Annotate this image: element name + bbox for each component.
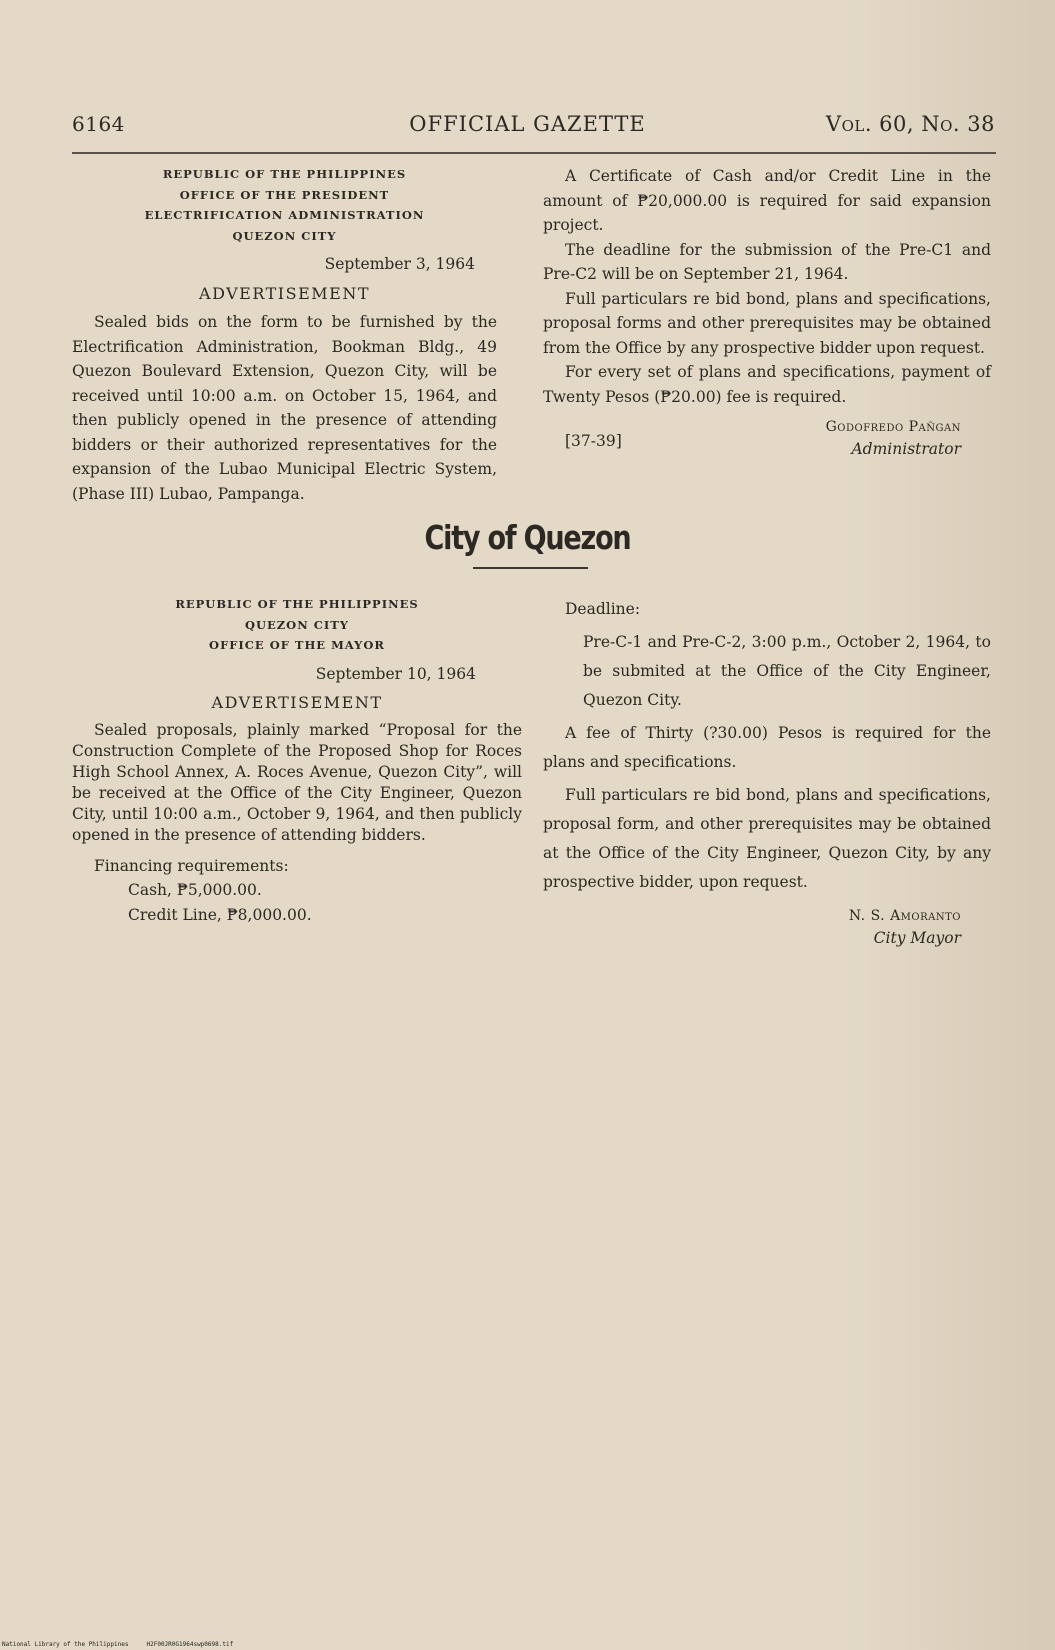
notice1-signatory-name: Godofredo Pañgan [825, 419, 961, 435]
notice1-paragraph: The deadline for the submission of the Pre-C1 and Pre-C2 will be on September 21, 1964. [543, 240, 991, 283]
deadline-text: Pre-C-1 and Pre-C-2, 3:00 p.m., October 2, 1964, to be submited at the Office of the City Engineer, Quezon City. [583, 633, 991, 709]
fee-text: A fee of Thirty (?30.00) Pesos is required for the plans and specifications. [543, 724, 991, 771]
notice2-paragraph: Sealed proposals, plainly marked “Proposal for the Construction Complete of the Proposed Shop for Roces High School Annex, A. Roces Avenue, Quezon City”, will be received at the Office of the City Engineer, Quezon City, until 10:00 a.m., October 9, 1964, and then publicly opened in the presence of attending bidders. [72, 720, 522, 844]
notice2-right-column [543, 595, 991, 949]
page-number: 6164 [72, 112, 125, 136]
notice2-signatory-name: N. S. Amoranto [848, 908, 961, 924]
notice2-heading-line: REPUBLIC OF THE PHILIPPINES [175, 597, 419, 611]
notice1-paragraph: A Certificate of Cash and/or Credit Line in the amount of ₱20,000.00 is required for said expansion project. [543, 167, 991, 234]
deadline-label: Deadline: [565, 600, 641, 618]
notice1-heading-line: OFFICE OF THE PRESIDENT [179, 187, 390, 202]
notice1-type: ADVERTISEMENT [199, 283, 370, 303]
financing-credit: Credit Line, ₱8,000.00. [128, 905, 312, 924]
notice2-date: September 10, 1964 [315, 664, 476, 683]
notice1-paragraph: Full particulars re bid bond, plans and specifications, proposal forms and other prerequisites may be obtained from the Office by any prospective bidder upon request. [543, 289, 991, 357]
notice1-signatory-title: Administrator [851, 440, 961, 458]
volume-number: Vol. 60, No. 38 [825, 112, 995, 136]
notice1-heading-line: REPUBLIC OF THE PHILIPPINES [162, 167, 407, 181]
notice2-left-column [72, 594, 522, 927]
section-rule [473, 567, 588, 569]
notice2-signatory-title: City Mayor [873, 929, 961, 947]
notice1-heading-line: ELECTRIFICATION ADMINISTRATION [144, 208, 425, 222]
gazette-title: OFFICIAL GAZETTE [409, 112, 646, 136]
scan-footer: National Library of the Philippines H2F00JR0G1964swp0698.tif [2, 1641, 234, 1648]
notice1-right-column [543, 164, 991, 465]
notice1-paragraph: For every set of plans and specifications, payment of Twenty Pesos (₱20.00) fee is required. [543, 363, 991, 406]
notice1-heading-line: QUEZON CITY [232, 228, 337, 243]
notice2-type: ADVERTISEMENT [211, 693, 383, 712]
financing-label: Financing requirements: [94, 856, 289, 875]
notice2-heading-line: OFFICE OF THE MAYOR [209, 638, 385, 652]
notice2-heading [72, 594, 522, 656]
notice1-ref: [37-39] [565, 432, 622, 450]
notice1-date: September 3, 1964 [324, 255, 475, 273]
particulars-text: Full particulars re bid bond, plans and specifications, proposal form, and other prerequisites may be obtained at the Office of the City Engineer, Quezon City, by any prospective bidder, upon request. [543, 786, 991, 891]
notice1-left-column [72, 164, 497, 506]
section-heading: City of Quezon [424, 518, 631, 557]
financing-cash: Cash, ₱5,000.00. [128, 881, 262, 899]
notice1-paragraph: Sealed bids on the form to be furnished by the Electrification Administration, Bookman Bldg., 49 Quezon Boulevard Extension, Quezon City, will be received until 10:00 a.m. on October 15, 1964, and then publicly opened in the presence of attending bidders or their authorized representatives for the expansion of the Lubao Municipal Electric System, (Phase III) Lubao, Pampanga. [72, 313, 497, 503]
notice2-heading-line: QUEZON CITY [244, 617, 350, 632]
notice1-heading [72, 164, 497, 246]
header-rule [72, 152, 996, 154]
